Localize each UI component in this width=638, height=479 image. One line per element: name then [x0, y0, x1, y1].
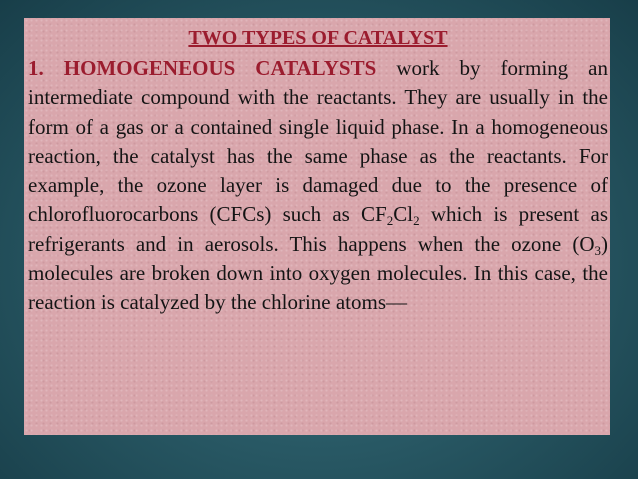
chlorine-symbol: Cl: [393, 202, 414, 227]
text-part-3: ) molecules are broken down into oxygen molecules. In this case, the reaction is catalyzed by the chlorine atoms—: [28, 231, 608, 315]
text-part-2: which is present as refrigerants and in aerosols. This happens when the ozone (O: [28, 202, 608, 256]
text-part-1: work by forming an intermediate compound with the reactants. They are usually in the form of a gas or a contained single liquid phase. In a homogeneous reaction, the catalyst has the same phase as the reactants. For example, the ozone layer is damaged due to the presence of chlorofluorocarbons (CFCs) such as CF: [28, 56, 608, 227]
slide-title: TWO TYPES OF CATALYST: [188, 27, 448, 49]
slide-paragraph: [28, 54, 608, 318]
homogeneous-heading: 1. HOMOGENEOUS CATALYSTS: [28, 56, 377, 80]
subscript-o3: 3: [594, 242, 601, 258]
subscript-cl2: 2: [413, 213, 420, 229]
subscript-cf2: 2: [386, 213, 394, 229]
content-panel: [24, 18, 610, 435]
